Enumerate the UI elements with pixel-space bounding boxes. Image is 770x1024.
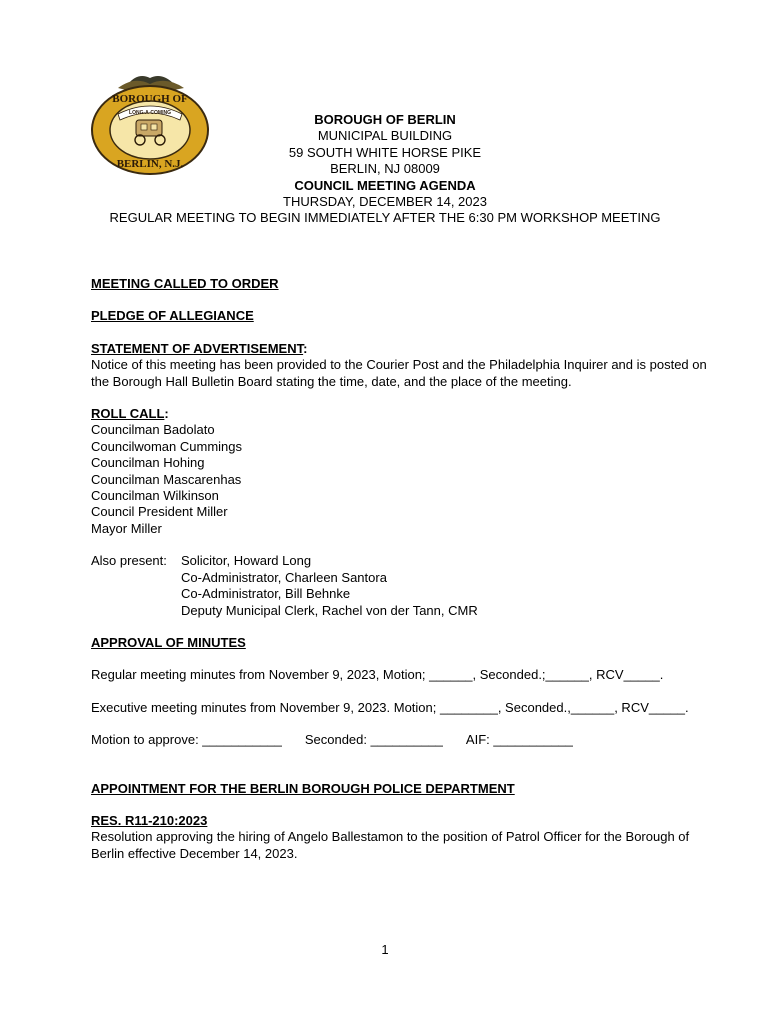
roll-call-item: Councilman Mascarenhas: [91, 471, 242, 487]
seal-top-text: BOROUGH OF: [112, 93, 188, 105]
roll-call-list: [91, 422, 721, 537]
seal-bottom-text: BERLIN, N.J.: [116, 158, 184, 170]
section-advertisement-heading: STATEMENT OF ADVERTISEMENT:: [91, 340, 308, 356]
motion-approve: Motion to approve: ___________: [91, 732, 282, 748]
header-date: THURSDAY, DECEMBER 14, 2023: [283, 194, 487, 210]
header-building: MUNICIPAL BUILDING: [317, 128, 453, 144]
also-present-list: [181, 553, 478, 619]
header-meeting-time: REGULAR MEETING TO BEGIN IMMEDIATELY AFTER THE 6:30 PM WORKSHOP MEETING: [109, 210, 661, 226]
header-agenda-title: COUNCIL MEETING AGENDA: [294, 177, 476, 193]
resolution-title: RES. R11-210:2023: [91, 812, 208, 828]
roll-call-item: Councilwoman Cummings: [91, 438, 242, 454]
roll-call-item: Mayor Miller: [91, 520, 162, 536]
resolution-text: Resolution approving the hiring of Angelo Ballestamon to the position of Patrol Officer for the Borough of Berlin effective December 14, 2023.: [91, 829, 690, 861]
roll-call-item: Councilman Badolato: [91, 422, 215, 438]
also-present-label: Also present:: [91, 553, 167, 569]
roll-call-title: ROLL CALL: [91, 406, 165, 422]
also-present-item: Co-Administrator, Bill Behnke: [181, 586, 351, 602]
roll-call-item: Council President Miller: [91, 504, 228, 520]
agenda-body: [91, 276, 721, 862]
section-minutes-title: APPROVAL OF MINUTES: [91, 634, 246, 650]
section-call-to-order: MEETING CALLED TO ORDER: [91, 276, 279, 291]
advertisement-text: Notice of this meeting has been provided to the Courier Post and the Philadelphia Inquirer and is posted on the Borough Hall Bulletin Board stating the time, date, and the place of the meeting.: [91, 357, 707, 389]
section-pledge: PLEDGE OF ALLEGIANCE: [91, 308, 254, 324]
header-city: BERLIN, NJ 08009: [330, 161, 440, 177]
section-roll-call-heading: ROLL CALL:: [91, 406, 169, 422]
header-street: 59 SOUTH WHITE HORSE PIKE: [288, 144, 482, 160]
motion-aif: AIF: ___________: [465, 732, 573, 748]
motion-seconded: Seconded: __________: [304, 732, 443, 748]
section-police-title: APPOINTMENT FOR THE BERLIN BOROUGH POLICE DEPARTMENT: [91, 780, 515, 796]
page-number: 1: [381, 942, 389, 957]
motion-line: [91, 732, 721, 748]
minutes-executive: Executive meeting minutes from November 9, 2023. Motion; ________, Seconded.,______, RCV_____.: [91, 699, 689, 715]
seal-banner-text: LONG-A-COMING: [129, 110, 171, 116]
roll-call-item: Councilman Hohing: [91, 455, 205, 471]
also-present-item: Co-Administrator, Charleen Santora: [181, 569, 387, 585]
header-borough-name: BOROUGH OF BERLIN: [314, 112, 456, 127]
agenda-header: [100, 112, 670, 227]
advertisement-title: STATEMENT OF ADVERTISEMENT: [91, 340, 304, 356]
minutes-regular: Regular meeting minutes from November 9, 2023, Motion; ______, Seconded.;______, RCV_____.: [91, 667, 664, 683]
roll-call-item: Councilman Wilkinson: [91, 488, 219, 504]
also-present: [91, 553, 721, 619]
also-present-item: Deputy Municipal Clerk, Rachel von der Tann, CMR: [181, 602, 478, 618]
also-present-item: Solicitor, Howard Long: [181, 553, 312, 569]
